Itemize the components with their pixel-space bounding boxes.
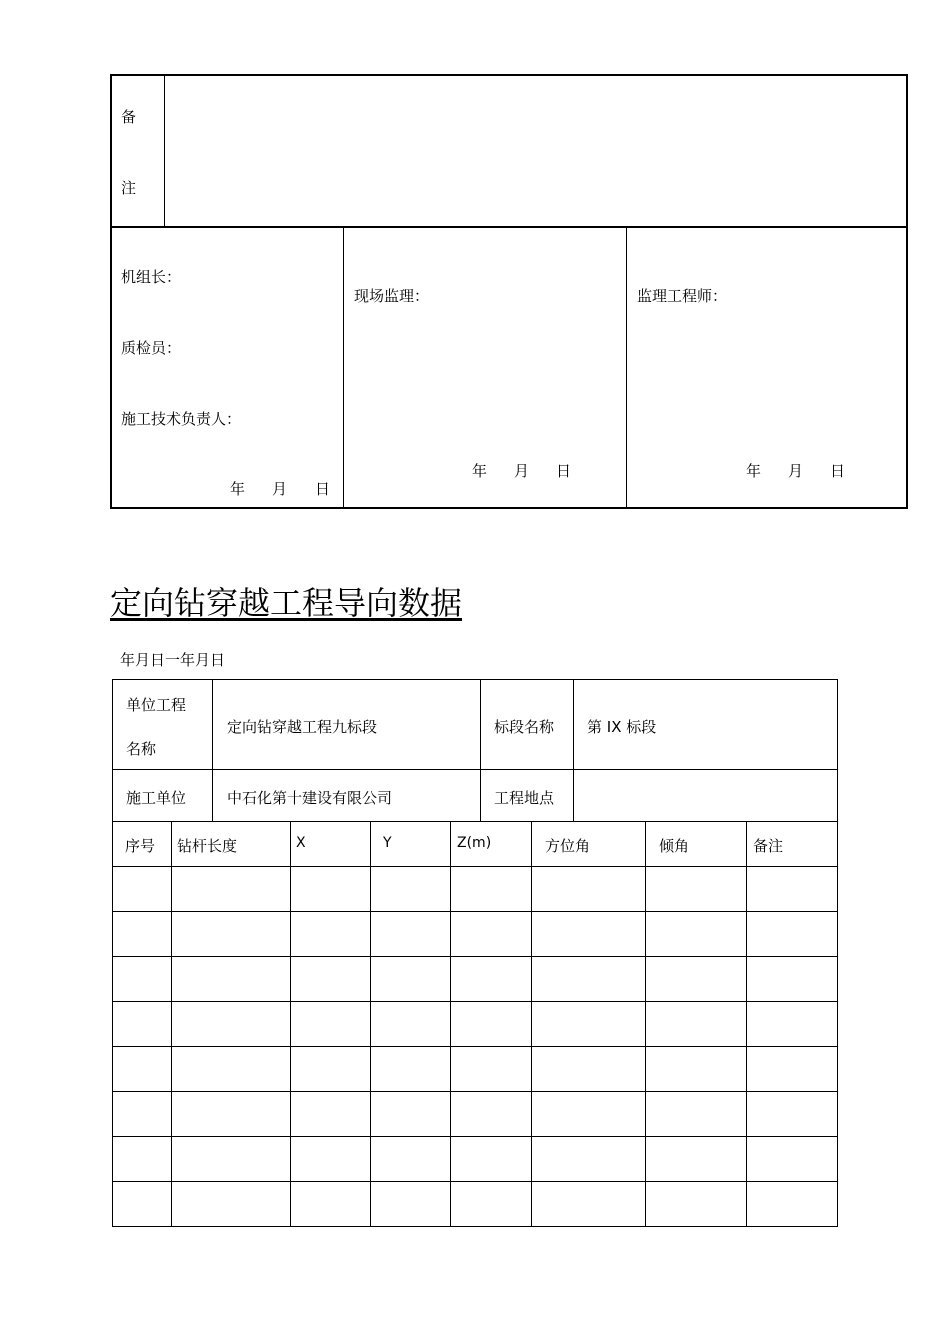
contractor-value[interactable]: 中石化第十建设有限公司 xyxy=(227,789,393,807)
col-line xyxy=(212,679,213,821)
section-name-value[interactable]: 第 IX 标段 xyxy=(587,718,657,736)
table-row[interactable] xyxy=(113,1002,837,1046)
table-row[interactable] xyxy=(113,867,837,911)
date-range: 年月日一年月日 xyxy=(120,651,226,669)
unit-project-label: 单位工程 xyxy=(126,696,187,714)
col-line xyxy=(480,679,481,821)
remarks-label-1: 备 xyxy=(121,108,137,126)
site-supervisor-label: 现场监理： xyxy=(354,287,430,305)
section-divider xyxy=(111,226,907,228)
header-x: X xyxy=(296,835,306,851)
left-date-month: 月 xyxy=(272,480,288,498)
row-line xyxy=(112,769,838,770)
signature-divider-2 xyxy=(626,227,627,508)
remarks-divider xyxy=(164,75,165,227)
contractor-label: 施工单位 xyxy=(126,789,187,807)
signature-divider-1 xyxy=(343,227,344,508)
table-row[interactable] xyxy=(113,1137,837,1181)
header-rod-length: 钻杆长度 xyxy=(177,837,238,855)
middle-date-month: 月 xyxy=(514,462,530,480)
right-date-year: 年 xyxy=(746,462,762,480)
left-date-day: 日 xyxy=(315,480,331,498)
middle-date-day: 日 xyxy=(556,462,572,480)
unit-project-label-2: 名称 xyxy=(126,740,157,758)
tech-lead-label: 施工技术负责人： xyxy=(121,410,242,428)
unit-project-value[interactable]: 定向钻穿越工程九标段 xyxy=(227,718,378,736)
header-azimuth: 方位角 xyxy=(545,837,591,855)
location-label: 工程地点 xyxy=(494,789,555,807)
remarks-label-2: 注 xyxy=(121,179,137,197)
header-z: Z(m) xyxy=(457,835,492,851)
middle-date-year: 年 xyxy=(472,462,488,480)
crew-leader-label: 机组长： xyxy=(121,268,182,286)
section-name-label: 标段名称 xyxy=(494,718,555,736)
table-row[interactable] xyxy=(113,1047,837,1091)
remarks-field[interactable] xyxy=(166,76,906,225)
inspector-label: 质检员： xyxy=(121,339,182,357)
table-row[interactable] xyxy=(113,957,837,1001)
left-date-year: 年 xyxy=(230,480,246,498)
row-line xyxy=(112,821,838,822)
header-inclination: 倾角 xyxy=(659,837,690,855)
header-index: 序号 xyxy=(125,837,156,855)
right-date-day: 日 xyxy=(830,462,846,480)
col-line xyxy=(573,679,574,821)
table-row[interactable] xyxy=(113,912,837,956)
header-remarks: 备注 xyxy=(753,837,784,855)
header-y: Y xyxy=(383,835,392,851)
right-date-month: 月 xyxy=(788,462,804,480)
table-row[interactable] xyxy=(113,1092,837,1136)
table-row[interactable] xyxy=(113,1182,837,1226)
supervising-engineer-label: 监理工程师： xyxy=(637,287,728,305)
document-title: 定向钻穿越工程导向数据 xyxy=(110,584,463,622)
